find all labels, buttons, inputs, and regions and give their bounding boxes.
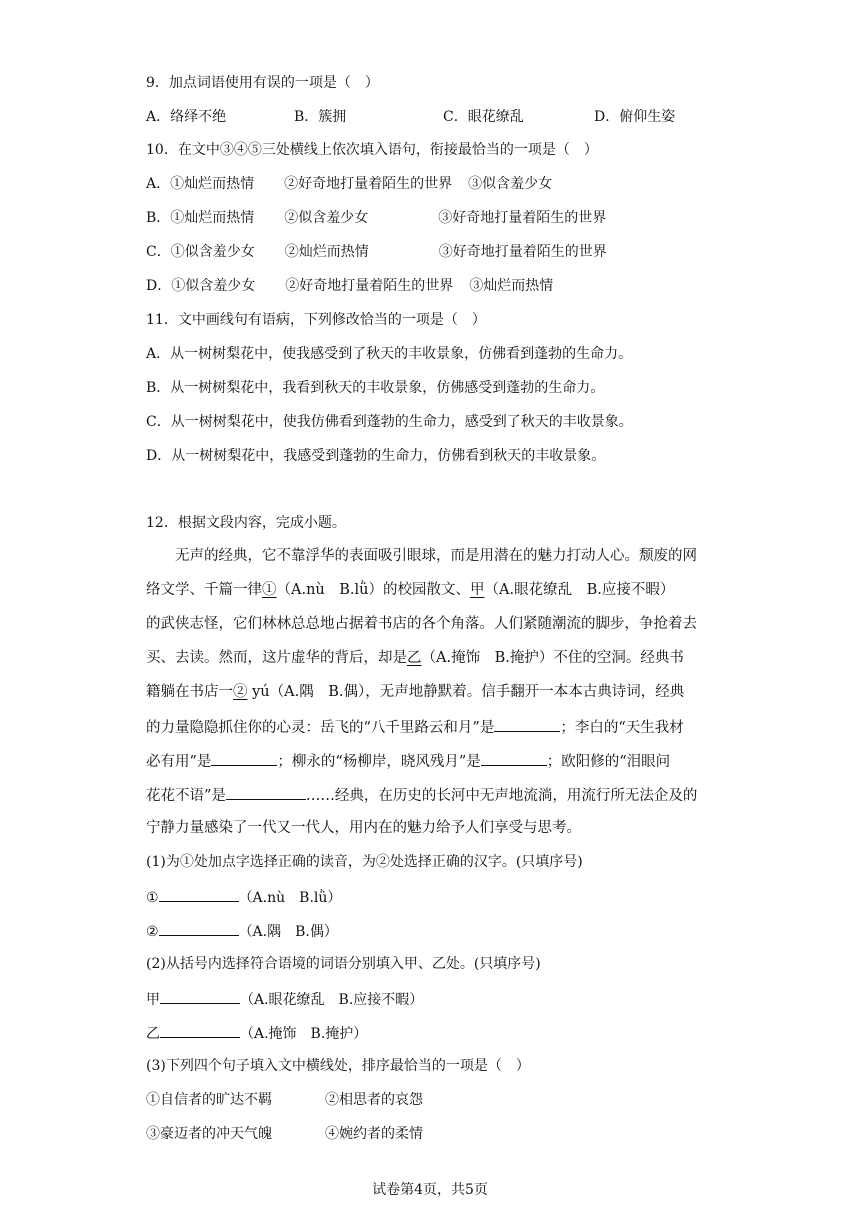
fill-blank[interactable] <box>226 784 306 800</box>
fill-blank[interactable] <box>494 716 560 732</box>
passage-line: 花花不语”是 ……经典，在历史的长河中无声地流淌，用流行所无法企及的 <box>146 784 697 804</box>
passage-line: 籍躺在书店一② yú（A.隅 B.偶），无声地静默着。信手翻开一本本古典诗词，经典 <box>146 684 685 700</box>
q11-stem: 11．文中画线句有语病，下列修改恰当的一项是（ ） <box>146 312 486 328</box>
passage-line: 买、去读。然而，这片虚华的背后，却是乙（A.掩饰 B.掩护）不住的空洞。经典书 <box>146 650 684 666</box>
q9-option-c: C．眼花缭乱 <box>443 109 524 125</box>
q12-passage <box>146 0 720 840</box>
q9-option-b: B．簇拥 <box>294 109 347 125</box>
blank-mark-yi: 乙 <box>407 650 422 666</box>
q11-option-d: D．从一树树梨花中，我感受到蓬勃的生命力，仿佛看到秋天的丰收景象。 <box>146 448 606 464</box>
answer-blank[interactable] <box>160 1022 240 1038</box>
q12-stem: 12．根据文段内容，完成小题。 <box>146 515 346 531</box>
q12-sub1-answer-1: ① （A.nù B.lǜ） <box>146 886 341 906</box>
q11-option-c: C．从一树树梨花中，使我仿佛看到蓬勃的生命力，感受到了秋天的丰收景象。 <box>146 414 633 430</box>
q10-option-a: A．①灿烂而热情 ②好奇地打量着陌生的世界 ③似含羞少女 <box>146 176 553 192</box>
q12-sub3-item-4: ④婉约者的柔情 <box>325 1126 423 1142</box>
passage-line: 必有用”是 ；柳永的“杨柳岸，晓风残月”是 ；欧阳修的“泪眼问 <box>146 750 670 770</box>
passage-line: 的武侠志怪，它们林林总总地占据着书店的各个角落。人们紧随潮流的脚步，争抢着去 <box>146 616 697 632</box>
page-footer: 试卷第4页，共5页 <box>372 1182 488 1198</box>
q10-option-c: C．①似含羞少女 ②灿烂而热情 ③好奇地打量着陌生的世界 <box>146 244 607 260</box>
answer-blank[interactable] <box>159 920 239 936</box>
q12-sub3-item-3: ③豪迈者的冲天气魄 <box>146 1126 272 1142</box>
q12-sub3-item-2: ②相思者的哀怨 <box>325 1092 423 1108</box>
blank-mark-2: ② <box>233 684 248 700</box>
passage-line: 络文学、千篇一律①（A.nù B.lǜ）的校园散文、甲（A.眼花缭乱 B.应接不暇） <box>146 582 675 598</box>
q12-sub1-stem: (1)为①处加点字选择正确的读音，为②处选择正确的汉字。(只填序号) <box>146 854 583 870</box>
blank-mark-1: ① <box>262 582 277 598</box>
q12-sub1-answer-2: ② （A.隅 B.偶） <box>146 920 338 940</box>
q12-sub2-answer-jia: 甲 （A.眼花缭乱 B.应接不暇） <box>146 988 423 1008</box>
q12-sub2-stem: (2)从括号内选择符合语境的词语分别填入甲、乙处。(只填序号) <box>146 956 541 972</box>
passage-line: 的力量隐隐抓住你的心灵：岳飞的“八千里路云和月”是 ；李白的“天生我材 <box>146 716 684 736</box>
passage-line: 宁静力量感染了一代又一代人，用内在的魅力给予人们享受与思考。 <box>146 820 581 836</box>
fill-blank[interactable] <box>211 750 277 766</box>
q12-sub3-item-1: ①自信者的旷达不羁 <box>146 1092 272 1108</box>
q10-option-d: D．①似含羞少女 ②好奇地打量着陌生的世界 ③灿烂而热情 <box>146 278 554 294</box>
answer-blank[interactable] <box>160 988 240 1004</box>
blank-mark-jia: 甲 <box>470 582 485 598</box>
q12-sub3-stem: (3)下列四个句子填入文中横线处，排序最恰当的一项是（ ） <box>146 1058 530 1074</box>
q10-option-b: B．①灿烂而热情 ②似含羞少女 ③好奇地打量着陌生的世界 <box>146 210 607 226</box>
q9-option-d: D．俯仰生姿 <box>594 109 676 125</box>
q12-sub2-answer-yi: 乙 （A.掩饰 B.掩护） <box>146 1022 367 1042</box>
q9-option-a: A．络绎不绝 <box>146 109 227 125</box>
fill-blank[interactable] <box>481 750 547 766</box>
passage-line: 无声的经典，它不靠浮华的表面吸引眼球，而是用潜在的魅力打动人心。颓废的网 <box>146 548 697 564</box>
q10-stem: 10．在文中③④⑤三处横线上依次填入语句，衔接最恰当的一项是（ ） <box>146 142 598 158</box>
answer-blank[interactable] <box>159 886 239 902</box>
q9-stem: 9．加点词语使用有误的一项是（ ） <box>146 75 379 91</box>
q11-option-a: A．从一树树梨花中，使我感受到了秋天的丰收景象，仿佛看到蓬勃的生命力。 <box>146 346 633 362</box>
q11-option-b: B．从一树树梨花中，我看到秋天的丰收景象，仿佛感受到蓬勃的生命力。 <box>146 380 605 396</box>
